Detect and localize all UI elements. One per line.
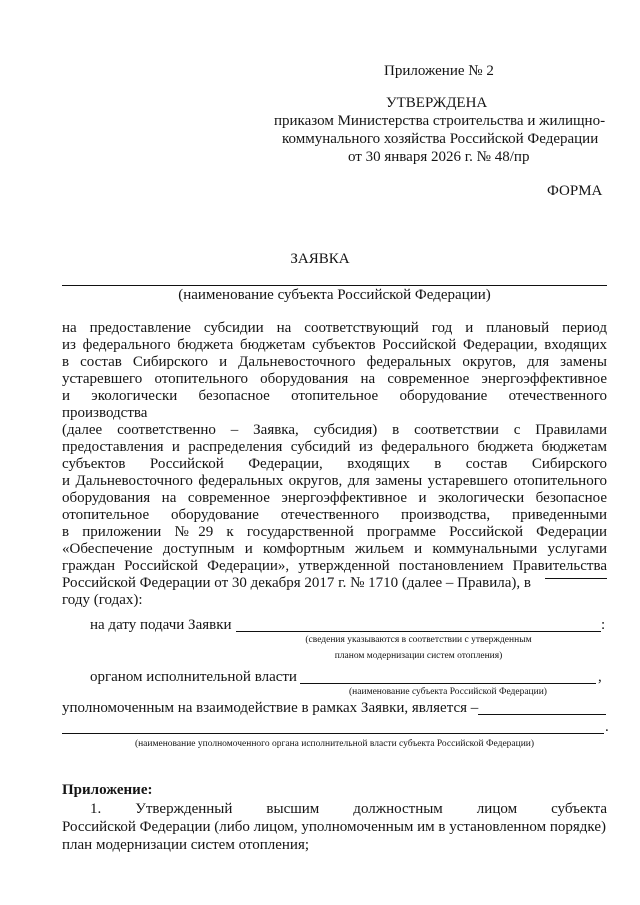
body-line: и Дальневосточного федеральных округов, для замены устаревшего отопительного [62,473,607,489]
form-label: ФОРМА [547,183,603,199]
date-colon: : [601,617,606,633]
subject-name-line[interactable] [62,285,607,286]
order-line-1: приказом Министерства строительства и жилищно- [274,113,606,129]
body-line: году (годах): [62,592,143,608]
authority-note: (наименование субъекта Российской Федерации) [349,687,547,697]
body-line: и экологически безопасное отопительное оборудование отечественного производства [62,388,607,421]
authorized-input-line-2[interactable] [62,733,604,734]
authorized-label: уполномоченным на взаимодействие в рамках Заявки, является – [62,700,479,716]
authority-note-wrap [300,687,596,698]
document-title [0,251,640,268]
body-line: в приложении №29 к государственной программе Российской Федерации [62,524,607,540]
appendix-number: Приложение № 2 [384,63,494,79]
body-line: граждан Российской Федерации», утвержденной постановлением Правительства [62,558,607,574]
order-line-2: коммунального хозяйства Российской Федерации [282,131,599,147]
document-title-text: ЗАЯВКА [290,251,350,267]
authority-label: органом исполнительной власти [90,669,297,685]
body-line: оборудования на современное энергоэффективное и экологически безопасное [62,490,607,506]
order-date: от 30 января 2026 г. № 48/пр [348,149,530,165]
attachment-item-1-line-2: Российской Федерации (либо лицом, уполномоченным им в установленном порядке) [62,819,606,835]
attachment-item-1-line-3: план модернизации систем отопления; [62,837,310,853]
subject-caption: (наименование субъекта Российской Федерации) [178,287,491,303]
date-label: на дату подачи Заявки [90,617,232,633]
subject-caption-wrap [62,287,607,304]
date-note-line-2: планом модернизации систем отопления) [334,651,503,661]
body-line: «Обеспечение доступным и комфортным жильем и коммунальными услугами [62,541,607,557]
date-input-line[interactable] [236,631,601,632]
authorized-period: . [605,719,609,735]
authorized-note-wrap [62,739,607,750]
body-line: отопительное оборудование отечественного производства, приведенными [62,507,607,523]
body-line: предоставления и распределения субсидий из федерального бюджета бюджетам [62,439,607,455]
body-line: из федерального бюджета бюджетам субъектов Российской Федерации, входящих [62,337,607,353]
approved-label: УТВЕРЖДЕНА [386,95,488,111]
body-line: Российской Федерации от 30 декабря 2017 г. № 1710 (далее – Правила), в [62,575,531,591]
body-line: субъектов Российской Федерации, входящих в состав Сибирского [62,456,607,472]
authority-input-line[interactable] [300,683,596,684]
body-line: (далее соответственно – Заявка, субсидия) в соответствии с Правилами [62,422,607,438]
date-note-line-1: (сведения указываются в соответствии с утвержденным [305,635,532,645]
body-line: устаревшего отопительного оборудования на современное энергоэффективное [62,371,607,387]
year-blank-line[interactable] [545,578,607,579]
authorized-note: (наименование уполномоченного органа исполнительной власти субъекта Российской Федерации) [134,739,535,749]
body-line: в состав Сибирского и Дальневосточного федеральных округов, для замены [62,354,607,370]
attachment-item-1-line-1: 1. Утвержденный высшим должностным лицом субъекта [90,801,607,817]
body-paragraph [62,320,607,609]
date-note [236,635,601,662]
body-line: на предоставление субсидии на соответствующий год и плановый период [62,320,607,336]
authorized-input-line-1[interactable] [478,714,606,715]
authority-comma: , [598,669,602,685]
attachment-heading: Приложение: [62,782,153,798]
